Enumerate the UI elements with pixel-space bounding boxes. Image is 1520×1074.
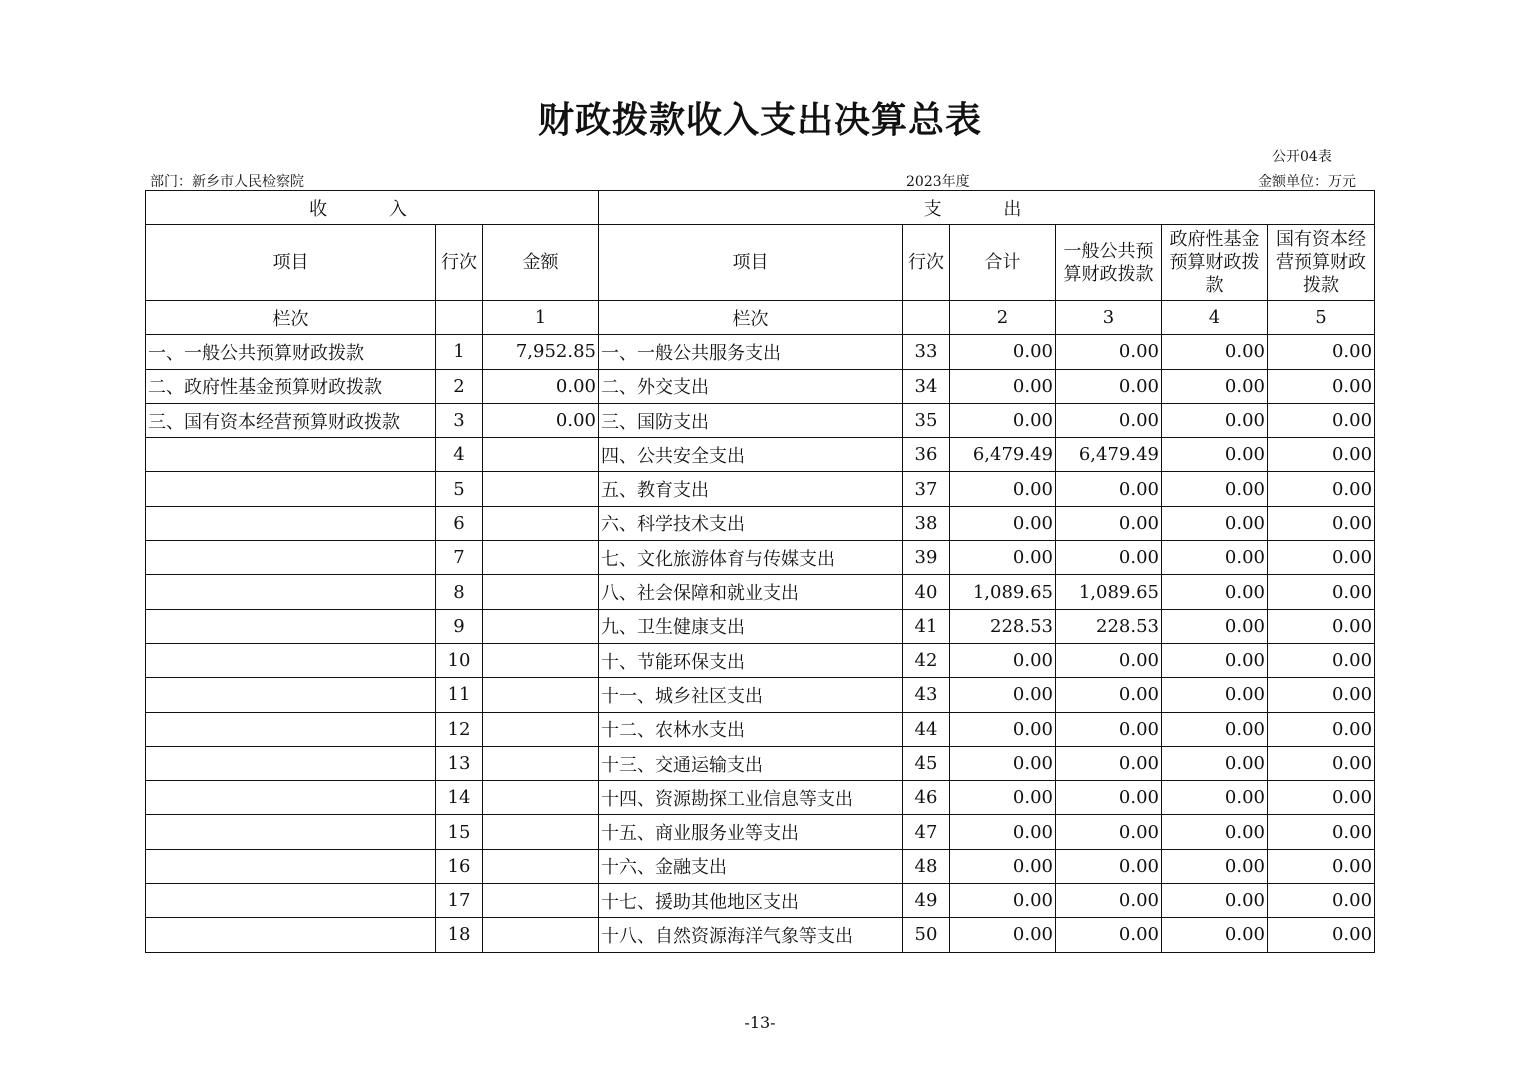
expense-line-cell: 50 — [903, 918, 950, 952]
table-row — [146, 472, 1375, 506]
income-item-cell — [146, 541, 436, 575]
table-row — [146, 746, 1375, 780]
state-capital-cell: 0.00 — [1268, 849, 1375, 883]
general-budget-header: 一般公共预算财政拨款 — [1056, 225, 1162, 301]
fund-budget-cell: 0.00 — [1162, 849, 1268, 883]
expense-line-cell: 43 — [903, 678, 950, 712]
income-amount-cell — [483, 643, 599, 677]
expense-item-cell: 十、节能环保支出 — [599, 643, 903, 677]
expense-item-header: 项目 — [599, 225, 903, 301]
expense-item-cell: 八、社会保障和就业支出 — [599, 575, 903, 609]
expense-section-header: 支 出 — [599, 191, 1375, 225]
expense-line-cell: 36 — [903, 438, 950, 472]
column-header-row — [146, 225, 1375, 301]
expense-line-cell: 34 — [903, 369, 950, 403]
section-header-row — [146, 191, 1375, 225]
total-cell: 1,089.65 — [950, 575, 1056, 609]
table-row — [146, 643, 1375, 677]
fund-budget-cell: 0.00 — [1162, 712, 1268, 746]
total-cell: 6,479.49 — [950, 438, 1056, 472]
state-column-number: 5 — [1268, 301, 1375, 335]
expense-item-cell: 五、教育支出 — [599, 472, 903, 506]
expense-line-column-number — [903, 301, 950, 335]
income-item-cell — [146, 643, 436, 677]
income-section-header: 收 入 — [146, 191, 599, 225]
income-amount-cell — [483, 746, 599, 780]
expense-item-cell: 十四、资源勘探工业信息等支出 — [599, 781, 903, 815]
income-line-cell: 18 — [436, 918, 483, 952]
income-amount-cell — [483, 609, 599, 643]
income-amount-cell — [483, 815, 599, 849]
general-budget-cell: 0.00 — [1056, 643, 1162, 677]
year-label: 2023年度 — [906, 174, 970, 190]
expense-column-label: 栏次 — [599, 301, 903, 335]
expense-line-cell: 33 — [903, 335, 950, 369]
income-line-cell: 3 — [436, 403, 483, 437]
income-item-cell — [146, 918, 436, 952]
income-item-header: 项目 — [146, 225, 436, 301]
table-row — [146, 815, 1375, 849]
income-item-cell — [146, 815, 436, 849]
table-row — [146, 335, 1375, 369]
income-item-cell — [146, 575, 436, 609]
total-cell: 0.00 — [950, 918, 1056, 952]
income-line-cell: 6 — [436, 506, 483, 540]
state-capital-cell: 0.00 — [1268, 506, 1375, 540]
state-capital-header: 国有资本经营预算财政拨款 — [1268, 225, 1375, 301]
form-number: 公开04表 — [1272, 149, 1332, 165]
total-cell: 0.00 — [950, 815, 1056, 849]
table-row — [146, 609, 1375, 643]
expense-line-cell: 39 — [903, 541, 950, 575]
income-amount-cell — [483, 575, 599, 609]
expense-item-cell: 十三、交通运输支出 — [599, 746, 903, 780]
fund-budget-cell: 0.00 — [1162, 506, 1268, 540]
state-capital-cell: 0.00 — [1268, 781, 1375, 815]
income-amount-header: 金额 — [483, 225, 599, 301]
state-capital-cell: 0.00 — [1268, 369, 1375, 403]
fund-budget-cell: 0.00 — [1162, 746, 1268, 780]
general-budget-cell: 0.00 — [1056, 849, 1162, 883]
total-cell: 0.00 — [950, 746, 1056, 780]
budget-table — [145, 190, 1375, 953]
income-line-cell: 16 — [436, 849, 483, 883]
state-capital-cell: 0.00 — [1268, 746, 1375, 780]
total-cell: 0.00 — [950, 472, 1056, 506]
income-amount-column-number: 1 — [483, 301, 599, 335]
income-item-cell — [146, 609, 436, 643]
table-row — [146, 403, 1375, 437]
fund-budget-cell: 0.00 — [1162, 403, 1268, 437]
total-cell: 0.00 — [950, 884, 1056, 918]
expense-item-cell: 六、科学技术支出 — [599, 506, 903, 540]
income-item-cell — [146, 712, 436, 746]
fund-column-number: 4 — [1162, 301, 1268, 335]
total-cell: 0.00 — [950, 506, 1056, 540]
total-cell: 0.00 — [950, 643, 1056, 677]
total-cell: 0.00 — [950, 335, 1056, 369]
income-line-cell: 2 — [436, 369, 483, 403]
general-budget-cell: 0.00 — [1056, 335, 1162, 369]
general-budget-cell: 0.00 — [1056, 781, 1162, 815]
income-amount-cell — [483, 712, 599, 746]
total-cell: 0.00 — [950, 403, 1056, 437]
column-number-row — [146, 301, 1375, 335]
table-row — [146, 506, 1375, 540]
general-budget-cell: 228.53 — [1056, 609, 1162, 643]
general-budget-cell: 0.00 — [1056, 403, 1162, 437]
table-row — [146, 369, 1375, 403]
fund-budget-cell: 0.00 — [1162, 884, 1268, 918]
income-line-cell: 15 — [436, 815, 483, 849]
table-row — [146, 918, 1375, 952]
expense-line-cell: 44 — [903, 712, 950, 746]
expense-line-cell: 40 — [903, 575, 950, 609]
income-item-cell — [146, 472, 436, 506]
total-cell: 0.00 — [950, 712, 1056, 746]
general-budget-cell: 0.00 — [1056, 472, 1162, 506]
expense-item-cell: 一、一般公共服务支出 — [599, 335, 903, 369]
fund-budget-cell: 0.00 — [1162, 918, 1268, 952]
page-number: -13- — [744, 1013, 776, 1032]
income-line-cell: 8 — [436, 575, 483, 609]
income-item-cell: 一、一般公共预算财政拨款 — [146, 335, 436, 369]
total-cell: 0.00 — [950, 781, 1056, 815]
general-budget-cell: 0.00 — [1056, 506, 1162, 540]
fund-budget-cell: 0.00 — [1162, 781, 1268, 815]
income-item-cell — [146, 746, 436, 780]
income-line-column-number — [436, 301, 483, 335]
fund-budget-cell: 0.00 — [1162, 541, 1268, 575]
fund-budget-cell: 0.00 — [1162, 369, 1268, 403]
general-budget-cell: 0.00 — [1056, 369, 1162, 403]
income-item-cell: 二、政府性基金预算财政拨款 — [146, 369, 436, 403]
state-capital-cell: 0.00 — [1268, 918, 1375, 952]
fund-budget-cell: 0.00 — [1162, 678, 1268, 712]
expense-item-cell: 十八、自然资源海洋气象等支出 — [599, 918, 903, 952]
fund-budget-cell: 0.00 — [1162, 335, 1268, 369]
expense-line-cell: 48 — [903, 849, 950, 883]
expense-line-cell: 35 — [903, 403, 950, 437]
expense-line-header: 行次 — [903, 225, 950, 301]
state-capital-cell: 0.00 — [1268, 403, 1375, 437]
income-column-label: 栏次 — [146, 301, 436, 335]
table-row — [146, 712, 1375, 746]
income-item-cell — [146, 849, 436, 883]
state-capital-cell: 0.00 — [1268, 575, 1375, 609]
fund-budget-header: 政府性基金预算财政拨款 — [1162, 225, 1268, 301]
fund-budget-cell: 0.00 — [1162, 815, 1268, 849]
expense-line-cell: 46 — [903, 781, 950, 815]
general-budget-cell: 1,089.65 — [1056, 575, 1162, 609]
general-budget-cell: 0.00 — [1056, 884, 1162, 918]
fund-budget-cell: 0.00 — [1162, 575, 1268, 609]
table-row — [146, 849, 1375, 883]
state-capital-cell: 0.00 — [1268, 438, 1375, 472]
expense-line-cell: 47 — [903, 815, 950, 849]
income-line-cell: 5 — [436, 472, 483, 506]
expense-item-cell: 三、国防支出 — [599, 403, 903, 437]
income-line-cell: 17 — [436, 884, 483, 918]
income-item-cell — [146, 781, 436, 815]
table-row — [146, 438, 1375, 472]
income-item-cell: 三、国有资本经营预算财政拨款 — [146, 403, 436, 437]
expense-item-cell: 十五、商业服务业等支出 — [599, 815, 903, 849]
total-cell: 0.00 — [950, 849, 1056, 883]
expense-item-cell: 十六、金融支出 — [599, 849, 903, 883]
table-row — [146, 884, 1375, 918]
state-capital-cell: 0.00 — [1268, 643, 1375, 677]
fund-budget-cell: 0.00 — [1162, 643, 1268, 677]
total-column-number: 2 — [950, 301, 1056, 335]
income-line-cell: 14 — [436, 781, 483, 815]
income-amount-cell — [483, 438, 599, 472]
general-column-number: 3 — [1056, 301, 1162, 335]
total-header: 合计 — [950, 225, 1056, 301]
general-budget-cell: 6,479.49 — [1056, 438, 1162, 472]
income-amount-cell — [483, 506, 599, 540]
income-amount-cell — [483, 472, 599, 506]
expense-line-cell: 37 — [903, 472, 950, 506]
income-amount-cell — [483, 541, 599, 575]
income-line-header: 行次 — [436, 225, 483, 301]
income-line-cell: 9 — [436, 609, 483, 643]
income-line-cell: 4 — [436, 438, 483, 472]
income-line-cell: 10 — [436, 643, 483, 677]
income-amount-cell — [483, 918, 599, 952]
income-item-cell — [146, 438, 436, 472]
table-row — [146, 678, 1375, 712]
expense-item-cell: 九、卫生健康支出 — [599, 609, 903, 643]
income-item-cell — [146, 506, 436, 540]
state-capital-cell: 0.00 — [1268, 609, 1375, 643]
state-capital-cell: 0.00 — [1268, 541, 1375, 575]
expense-item-cell: 四、公共安全支出 — [599, 438, 903, 472]
expense-item-cell: 十一、城乡社区支出 — [599, 678, 903, 712]
general-budget-cell: 0.00 — [1056, 746, 1162, 780]
general-budget-cell: 0.00 — [1056, 678, 1162, 712]
income-line-cell: 12 — [436, 712, 483, 746]
general-budget-cell: 0.00 — [1056, 918, 1162, 952]
income-amount-cell: 0.00 — [483, 369, 599, 403]
table-row — [146, 541, 1375, 575]
total-cell: 0.00 — [950, 369, 1056, 403]
state-capital-cell: 0.00 — [1268, 472, 1375, 506]
expense-item-cell: 十二、农林水支出 — [599, 712, 903, 746]
expense-item-cell: 七、文化旅游体育与传媒支出 — [599, 541, 903, 575]
expense-line-cell: 45 — [903, 746, 950, 780]
income-line-cell: 1 — [436, 335, 483, 369]
page-title: 财政拨款收入支出决算总表 — [537, 99, 982, 141]
department-label: 部门：新乡市人民检察院 — [150, 174, 304, 190]
expense-item-cell: 二、外交支出 — [599, 369, 903, 403]
income-amount-cell — [483, 849, 599, 883]
fund-budget-cell: 0.00 — [1162, 472, 1268, 506]
table-row — [146, 575, 1375, 609]
total-cell: 0.00 — [950, 541, 1056, 575]
income-line-cell: 13 — [436, 746, 483, 780]
state-capital-cell: 0.00 — [1268, 335, 1375, 369]
fund-budget-cell: 0.00 — [1162, 438, 1268, 472]
expense-item-cell: 十七、援助其他地区支出 — [599, 884, 903, 918]
expense-line-cell: 49 — [903, 884, 950, 918]
state-capital-cell: 0.00 — [1268, 678, 1375, 712]
table-row — [146, 781, 1375, 815]
total-cell: 0.00 — [950, 678, 1056, 712]
income-line-cell: 11 — [436, 678, 483, 712]
income-line-cell: 7 — [436, 541, 483, 575]
expense-line-cell: 38 — [903, 506, 950, 540]
income-amount-cell — [483, 781, 599, 815]
income-amount-cell: 0.00 — [483, 403, 599, 437]
general-budget-cell: 0.00 — [1056, 815, 1162, 849]
fund-budget-cell: 0.00 — [1162, 609, 1268, 643]
income-amount-cell — [483, 884, 599, 918]
income-item-cell — [146, 678, 436, 712]
income-item-cell — [146, 884, 436, 918]
unit-label: 金额单位：万元 — [1258, 174, 1356, 190]
state-capital-cell: 0.00 — [1268, 712, 1375, 746]
general-budget-cell: 0.00 — [1056, 541, 1162, 575]
state-capital-cell: 0.00 — [1268, 815, 1375, 849]
income-amount-cell: 7,952.85 — [483, 335, 599, 369]
general-budget-cell: 0.00 — [1056, 712, 1162, 746]
expense-line-cell: 42 — [903, 643, 950, 677]
income-amount-cell — [483, 678, 599, 712]
expense-line-cell: 41 — [903, 609, 950, 643]
state-capital-cell: 0.00 — [1268, 884, 1375, 918]
total-cell: 228.53 — [950, 609, 1056, 643]
